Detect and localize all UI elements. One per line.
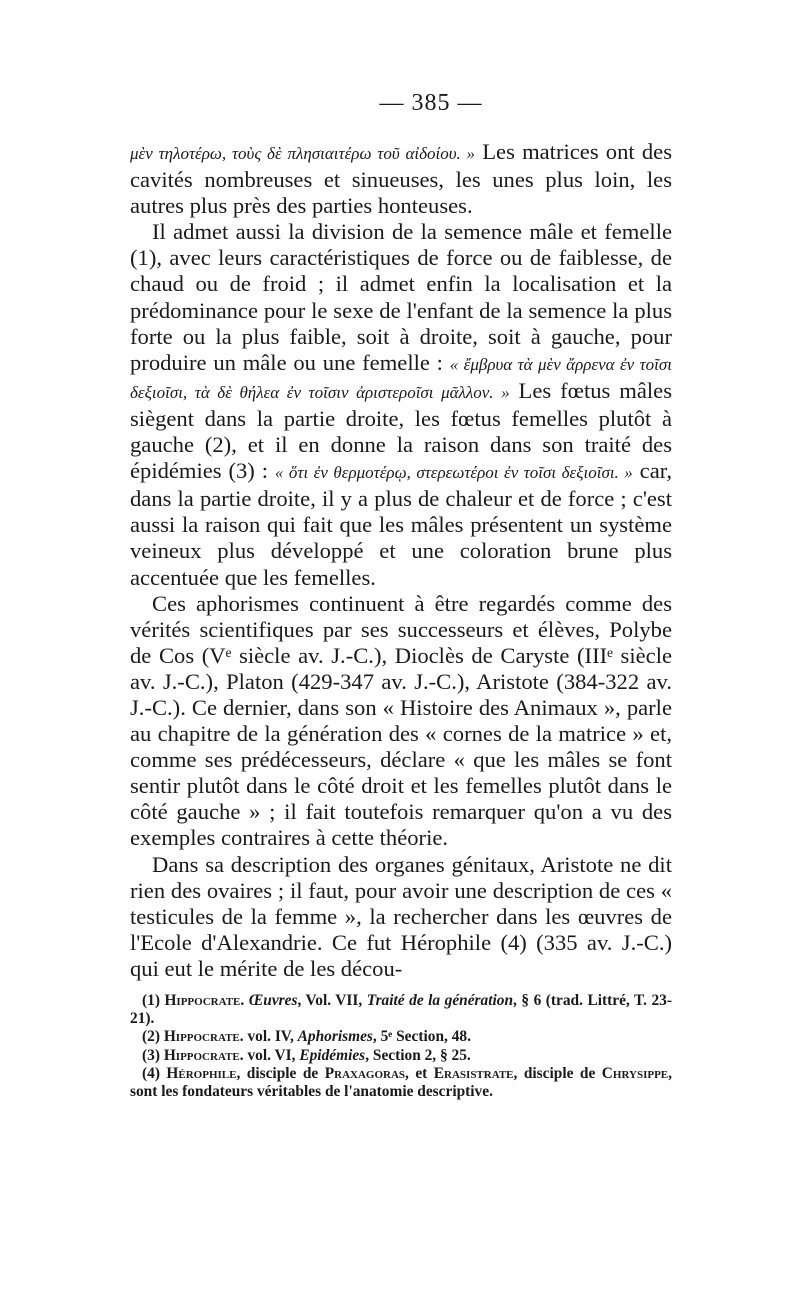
footnote-title: Epidémies (299, 1046, 366, 1064)
page-number: — 385 — (379, 90, 483, 116)
footnote-author: Hippocrate. (164, 992, 245, 1009)
paragraph-4: Dans sa description des organes génitaux, Aristote ne dit rien des ovaires ; il faut, pour avoir une description de ces « testicules de la femme », la rechercher dans les œuvres de l'Ecole d'Alexandrie. Ce fut Hérophile (4) (335 av. J.-C.) qui eut le mérite de les décou- (130, 851, 672, 981)
book-page (130, 90, 672, 1101)
paragraph-2 (130, 219, 672, 590)
footnote-text: , et (405, 1064, 434, 1082)
footnote-3 (130, 1047, 672, 1065)
greek-quote: « ὅτι ἐν θερμοτέρῳ, στερεωτέροι ἐν τοῖσι δεξιοῖσι. » (274, 463, 633, 483)
footnote-text: , Section 2, § 25. (365, 1046, 471, 1064)
footnote-text: disciple de (240, 1064, 325, 1082)
footnote-author: Hérophile, (166, 1064, 241, 1082)
paragraph-1 (130, 139, 672, 219)
footnote-author: Hippocrate. (163, 1028, 244, 1046)
footnote-4 (130, 1065, 672, 1101)
paragraph-text: car, dans la partie droite, il y a plus de chaleur et de force ; c'est aussi la raison qui fait que les mâles présentent un système veineux plus développé et une coloration brune plus accentuée que les femelles. (130, 458, 673, 590)
footnote-number: (4) (142, 1064, 160, 1082)
footnote-text: vol. VI, (243, 1046, 300, 1064)
footnote-text: , Vol. VII, (297, 992, 367, 1009)
footnote-name: Chrysippe (601, 1064, 669, 1082)
paragraph-text: Les fœtus mâles siègent dans la partie droite, les fœtus femelles plutôt à gauche (2), et il en donne la raison dans son traité des épidémies (3) : (130, 377, 672, 484)
paragraph-3: Ces aphorismes continuent à être regardés comme des vérités scientifiques par ses successeurs et élèves, Polybe de Cos (Vᵉ siècle av. J.-C.), Dioclès de Caryste (IIIᵉ siècle av. J.-C.), Platon (429-347 av. J.-C.), Aristote (384-322 av. J.-C.). Ce dernier, dans son « Histoire des Animaux », parle au chapitre de la génération des « cornes de la matrice » et, comme ses prédécesseurs, déclare « que les mâles se font sentir plutôt dans le côté droit et les femelles plutôt dans le côté gauche » ; il fait toutefois remarquer qu'on a vu des exemples contraires à cette théorie. (130, 590, 672, 851)
footnote-name: Erasistrate (433, 1064, 514, 1082)
paragraph-text: Les matrices ont des cavités nombreuses et sinueuses, les unes plus loin, les autres plus près des parties honteuses. (130, 139, 672, 219)
footnote-number: (3) (142, 1046, 160, 1064)
footnote-title: Aphorismes (297, 1028, 373, 1046)
footnote-1 (130, 992, 672, 1028)
greek-quote: « ἔμβρυα τὰ μὲν ἄρρενα ἐν τοῖσι δεξιοῖσι, τὰ δὲ θήλεα ἐν τοῖσιν ἀριστεροῖσι μᾶλλον. » (130, 354, 672, 402)
greek-quote: μὲν τηλοτέρω, τοὺς δὲ πλησιαιτέρω τοῦ αἰδοίου. » (130, 144, 476, 163)
footnote-title: Traité de la génération (366, 992, 514, 1009)
footnote-text: , 5ᵉ Section, 48. (372, 1028, 471, 1046)
footnote-text: , § 6 (trad. Littré, T. 23-21). (130, 992, 672, 1028)
footnote-name: Praxagoras (324, 1064, 406, 1082)
footnote-author: Hippocrate. (163, 1046, 244, 1064)
footnotes (130, 992, 672, 1101)
paragraph-text: Il admet aussi la division de la semence mâle et femelle (1), avec leurs caractéristiques de force ou de faiblesse, de chaud ou de froid ; il admet enfin la localisation et la prédominance pour le sexe de l'enfant de la semence la plus forte ou la plus faible, soit à droite, soit à gauche, pour produire un mâle ou une femelle : (130, 219, 672, 375)
footnote-number: (1) (142, 992, 160, 1009)
footnote-text: , sont les fondateurs véritables de l'anatomie descriptive. (130, 1064, 672, 1101)
footnote-number: (2) (142, 1028, 160, 1046)
footnote-2 (130, 1028, 672, 1046)
footnote-work: Œuvres (248, 992, 298, 1009)
footnote-text: vol. IV, (243, 1028, 298, 1046)
footnote-text: , disciple de (513, 1064, 602, 1082)
